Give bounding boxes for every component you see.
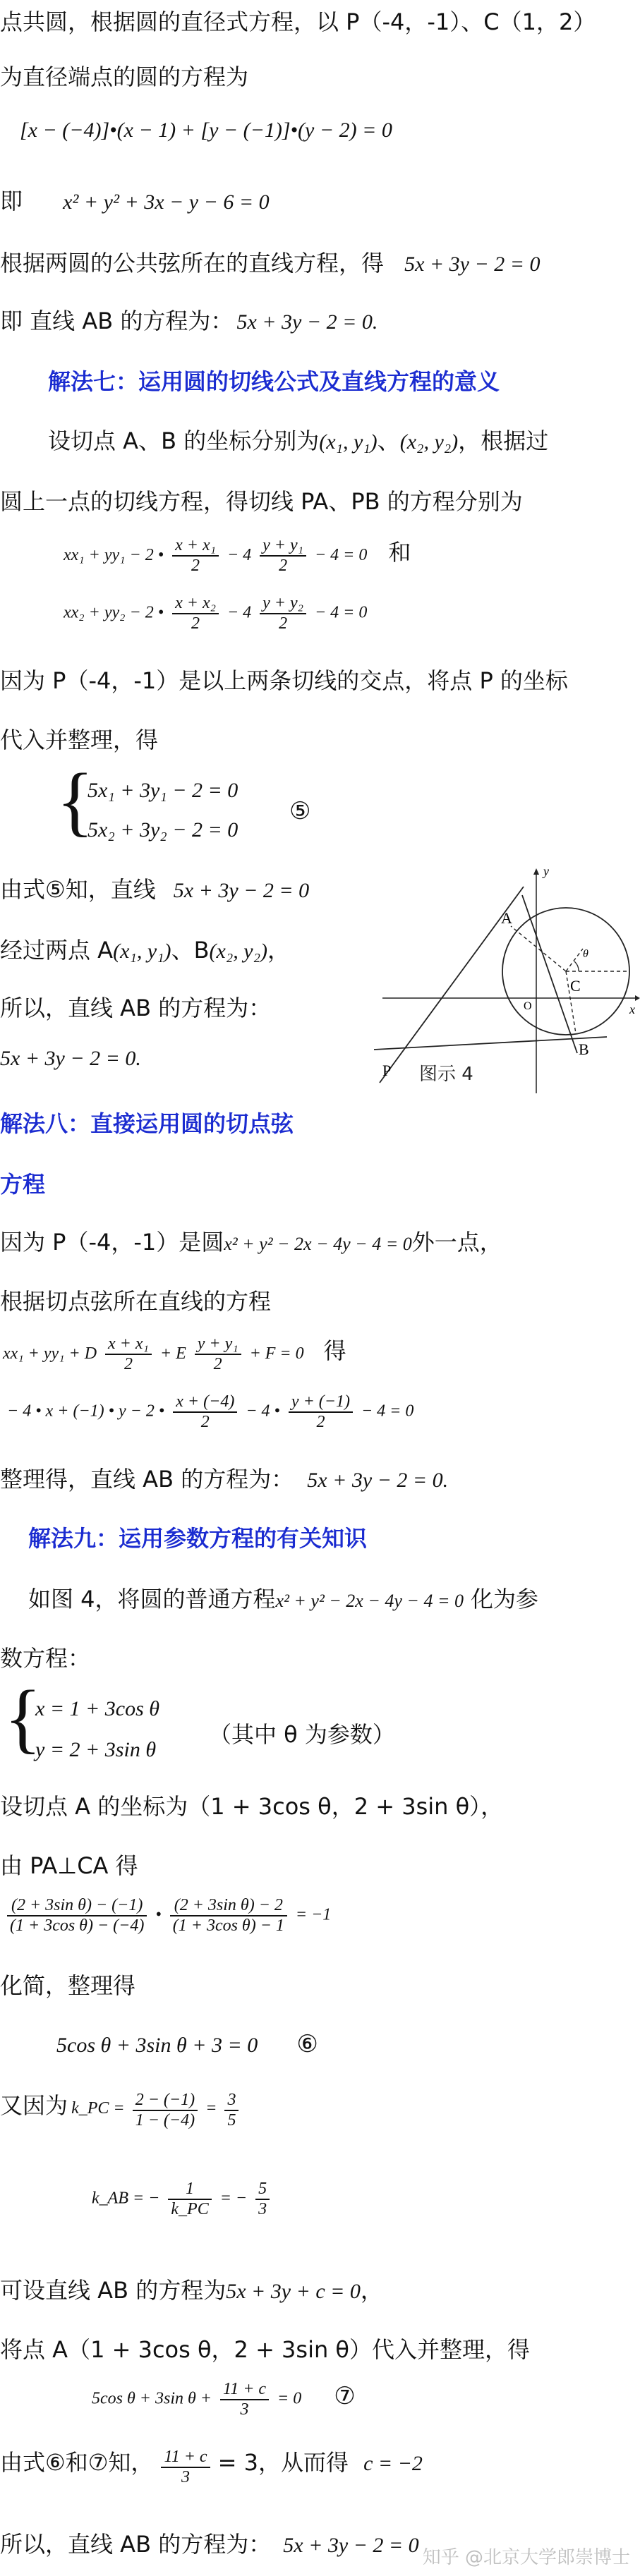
text-line-9: 代入并整理，得 <box>0 727 159 753</box>
text-and: 和 <box>388 539 411 566</box>
tpa-post: − 4 = 0 <box>314 546 368 564</box>
theta-arc <box>574 961 579 971</box>
c1-mid: + E <box>159 1344 186 1363</box>
text-outside-point: 外一点， <box>411 1229 502 1256</box>
equation-ab-final: 5x + 3y − 2 = 0 <box>283 2534 419 2557</box>
kpc-eq: = <box>205 2099 217 2118</box>
c1-den1: 2 <box>123 1355 133 1374</box>
equation-6: 5cos θ + 3sin θ + 3 = 0 <box>56 2034 258 2057</box>
watermark: 知乎 @北京大学郎崇博士 <box>422 2547 630 2568</box>
e7-num: 11 + c <box>220 2380 269 2400</box>
equation-tangent-pb <box>64 594 640 633</box>
kab-eq: = − <box>219 2189 248 2208</box>
kab-rden: 3 <box>258 2200 267 2218</box>
tpb-num2: y + y₂ <box>260 594 306 614</box>
text-let-ab: 可设直线 AB 的方程为 <box>0 2277 227 2304</box>
s1-dot: • <box>155 1905 162 1924</box>
text-line-2: 为直径端点的圆的方程为 <box>0 63 249 90</box>
tpa-pre: xx₁ + yy₁ − 2 • <box>64 546 164 564</box>
text-passes-a: 经过两点 A <box>0 937 114 964</box>
coord-b: (x₂, y₂) <box>209 940 268 963</box>
e7-post: = 0 <box>277 2389 302 2408</box>
c2-num2: y + (−1) <box>289 1392 353 1413</box>
kab-lhs: k_AB = − <box>92 2189 160 2208</box>
equation-ab-5: 5x + 3y − 2 = 0. <box>307 1469 449 1492</box>
heading-method-8b: 方程 <box>0 1171 46 1198</box>
coord-x1y1: (x₁, y₁) <box>319 430 378 454</box>
text-line-25 <box>0 2445 640 2487</box>
equation-system-5 <box>56 758 640 861</box>
param-note: （其中 θ 为参数） <box>209 1721 395 1748</box>
text-line-24: 将点 A（1 + 3cos θ，2 + 3sin θ）代入并整理，得 <box>0 2336 531 2363</box>
text-line-21: 化简，整理得 <box>0 1972 136 1999</box>
label-c: C <box>570 977 581 995</box>
s1-den2: (1 + 3cos θ) − 1 <box>172 1916 284 1935</box>
text-line-22 <box>0 2088 640 2130</box>
s1-num1: (2 + 3sin θ) − (−1) <box>7 1896 147 1916</box>
text-convert: 化为参 <box>471 1586 539 1612</box>
c2-post: − 4 = 0 <box>361 1402 414 1421</box>
kab-num: 1 <box>168 2180 211 2200</box>
tpa-num1: x + x₁ <box>172 536 219 557</box>
text-line-19: 设切点 A 的坐标为（1 + 3cos θ，2 + 3sin θ）， <box>0 1793 504 1820</box>
c1-den2: 2 <box>213 1355 222 1374</box>
figure-caption: 图示 4 <box>419 1064 473 1085</box>
tag-7: ⑦ <box>334 2381 356 2410</box>
coord-a: (x₁, y₁) <box>113 940 171 963</box>
label-theta: θ <box>583 948 588 960</box>
tpb-den2: 2 <box>279 614 288 633</box>
text-line-15: 根据切点弦所在直线的方程 <box>0 1288 272 1315</box>
text-line-12: 所以，直线 AB 的方程为： <box>0 995 272 1021</box>
text-line-4 <box>0 245 640 278</box>
label-a: A <box>501 909 512 927</box>
equation-ab-2: 5x + 3y − 2 = 0. <box>236 310 378 334</box>
brace-left: { <box>56 758 94 844</box>
tpb-num1: x + x₂ <box>172 594 219 614</box>
l25-num: 11 + c <box>161 2448 210 2468</box>
kpc-den: 1 − (−4) <box>135 2110 195 2130</box>
tpb-post: − 4 = 0 <box>314 603 368 622</box>
sys5-eq-a: 5x₁ + 3y₁ − 2 = 0 <box>87 779 239 802</box>
coord-x2y2: (x₂, y₂) <box>399 430 459 454</box>
e7-den: 3 <box>240 2400 249 2419</box>
heading-method-7: 解法七：运用圆的切线公式及直线方程的意义 <box>48 368 500 395</box>
equation-chord-general <box>3 1333 640 1374</box>
text-tangent-points: 设切点 A、B 的坐标分别为 <box>48 427 320 454</box>
chord-ab <box>522 895 577 1053</box>
text-line-5 <box>0 303 640 336</box>
equation-parametric <box>4 1675 640 1778</box>
c1-num1: x + x₁ <box>105 1335 152 1355</box>
equation-7 <box>92 2380 640 2419</box>
s1-post: = −1 <box>295 1905 332 1924</box>
equation-ab-1: 5x + 3y − 2 = 0 <box>404 253 541 276</box>
equation-circle-general: x² + y² − 2x − 4y − 4 = 0 <box>275 1591 464 1611</box>
tpa-mid: − 4 <box>227 546 252 564</box>
text-line-1: 点共圆，根据圆的直径式方程，以 P（-4，-1）、C（1，2） <box>0 8 596 35</box>
text-from-5: 由式⑤知，直线 <box>0 876 156 903</box>
text-line-8: 因为 P（-4，-1）是以上两条切线的交点，将点 P 的坐标 <box>0 667 568 694</box>
text-line-6 <box>48 423 640 456</box>
equation-tangent-pa <box>64 535 640 576</box>
c2-den1: 2 <box>200 1413 210 1431</box>
e7-pre: 5cos θ + 3sin θ + <box>92 2389 212 2408</box>
heading-method-8a: 解法八：直接运用圆的切点弦 <box>0 1110 294 1137</box>
text-line-14 <box>0 1225 640 1257</box>
text-line-18: 数方程： <box>0 1645 91 1672</box>
tpb-mid: − 4 <box>227 603 252 622</box>
s1-num2: (2 + 3sin θ) − 2 <box>170 1896 287 1916</box>
equation-ab-3: 5x + 3y − 2 = 0 <box>173 879 310 902</box>
equation-kab <box>92 2180 640 2219</box>
param-x: x = 1 + 3cos θ <box>35 1697 160 1720</box>
radius-ca <box>511 926 566 971</box>
kpc-lhs: k_PC = <box>71 2099 125 2118</box>
text-line-16 <box>0 1462 640 1494</box>
tpb-pre: xx₂ + yy₂ − 2 • <box>64 603 164 622</box>
equation-6-line <box>56 2030 640 2058</box>
text-as-fig4: 如图 4，将圆的普通方程 <box>28 1586 276 1612</box>
equation-ab-c: 5x + 3y + c = 0 <box>226 2280 361 2303</box>
c2-den2: 2 <box>316 1413 325 1431</box>
text-comma: ， <box>267 937 291 964</box>
c2-pre: − 4 • x + (−1) • y − 2 • <box>7 1402 165 1421</box>
text-b: 、B <box>171 937 210 964</box>
text-from-6-7: 由式⑥和⑦知， <box>0 2449 154 2476</box>
x-axis-arrow <box>635 995 640 1001</box>
sys5-eq-b: 5x₂ + 3y₂ − 2 = 0 <box>87 818 239 842</box>
kpc-num: 2 − (−1) <box>133 2091 198 2111</box>
text-common-chord: 根据两圆的公共弦所在的直线方程，得 <box>0 250 385 277</box>
tpa-den1: 2 <box>191 557 200 576</box>
label-ji: 即 <box>0 188 23 214</box>
l25-den: 3 <box>181 2467 191 2486</box>
tag-5: ⑤ <box>289 797 311 825</box>
kpc-rnum: 3 <box>224 2091 239 2111</box>
equation-slope-product <box>3 1896 640 1936</box>
tpa-num2: y + y₁ <box>260 536 306 557</box>
c1-num2: y + y₁ <box>195 1335 241 1355</box>
param-y: y = 2 + 3sin θ <box>35 1738 157 1761</box>
label-x: x <box>629 1002 635 1016</box>
label-y: y <box>543 864 549 878</box>
equation-diameter-circle: [x − (−4)]•(x − 1) + [y − (−1)]•(y − 2) = 0 <box>20 119 392 142</box>
equation-circle-2: x² + y² + 3x − y − 6 = 0 <box>63 190 270 214</box>
label-p: P <box>382 1062 392 1079</box>
text-line-23 <box>0 2273 640 2305</box>
brace-parametric: { <box>4 1675 42 1761</box>
text-line-3 <box>0 183 640 216</box>
equation-chord-substituted <box>7 1392 640 1432</box>
c1-post: + F = 0 <box>249 1344 304 1363</box>
kab-rnum: 5 <box>255 2180 270 2200</box>
tpb-den1: 2 <box>191 614 200 633</box>
y-axis-arrow <box>533 868 539 875</box>
text-simplified: 整理得，直线 AB 的方程为： <box>0 1466 294 1493</box>
s1-den1: (1 + 3cos θ) − (−4) <box>10 1916 145 1935</box>
c2-mid: − 4 • <box>246 1402 280 1421</box>
kab-den: k_PC <box>171 2200 209 2218</box>
tag-6: ⑥ <box>296 2030 318 2058</box>
text-thus: = 3，从而得 <box>217 2449 349 2476</box>
text-ab-is: 即 直线 AB 的方程为： <box>0 308 234 334</box>
tpa-den2: 2 <box>279 557 288 576</box>
text-line-17 <box>28 1581 640 1614</box>
c2-num1: x + (−4) <box>173 1392 237 1413</box>
text-line-7: 圆上一点的切线方程，得切线 PA、PB 的方程分别为 <box>0 488 523 515</box>
heading-method-9: 解法九：运用参数方程的有关知识 <box>28 1525 368 1552</box>
text-and-because: 又因为 <box>0 2092 68 2119</box>
label-b: B <box>579 1040 589 1058</box>
radius-theta <box>566 949 583 971</box>
text-get: 得 <box>323 1337 346 1364</box>
text-sep: 、 <box>377 427 400 454</box>
label-o: O <box>524 1000 532 1012</box>
equation-circle-main: x² + y² − 2x − 4y − 4 = 0 <box>224 1234 412 1254</box>
equation-c-value: c = −2 <box>363 2452 423 2475</box>
text-p-outside: 因为 P（-4，-1）是圆 <box>0 1229 224 1256</box>
c1-pre: xx₁ + yy₁ + D <box>3 1344 97 1363</box>
kpc-rden: 5 <box>227 2110 236 2130</box>
text-therefore-ab: 所以，直线 AB 的方程为： <box>0 2531 272 2558</box>
text-comma-2: ， <box>360 2277 383 2304</box>
text-according: ，根据过 <box>458 427 549 454</box>
figure-4-diagram <box>374 864 640 1097</box>
text-line-20: 由 PA⊥CA 得 <box>0 1852 138 1879</box>
equation-ab-4: 5x + 3y − 2 = 0. <box>0 1047 141 1070</box>
